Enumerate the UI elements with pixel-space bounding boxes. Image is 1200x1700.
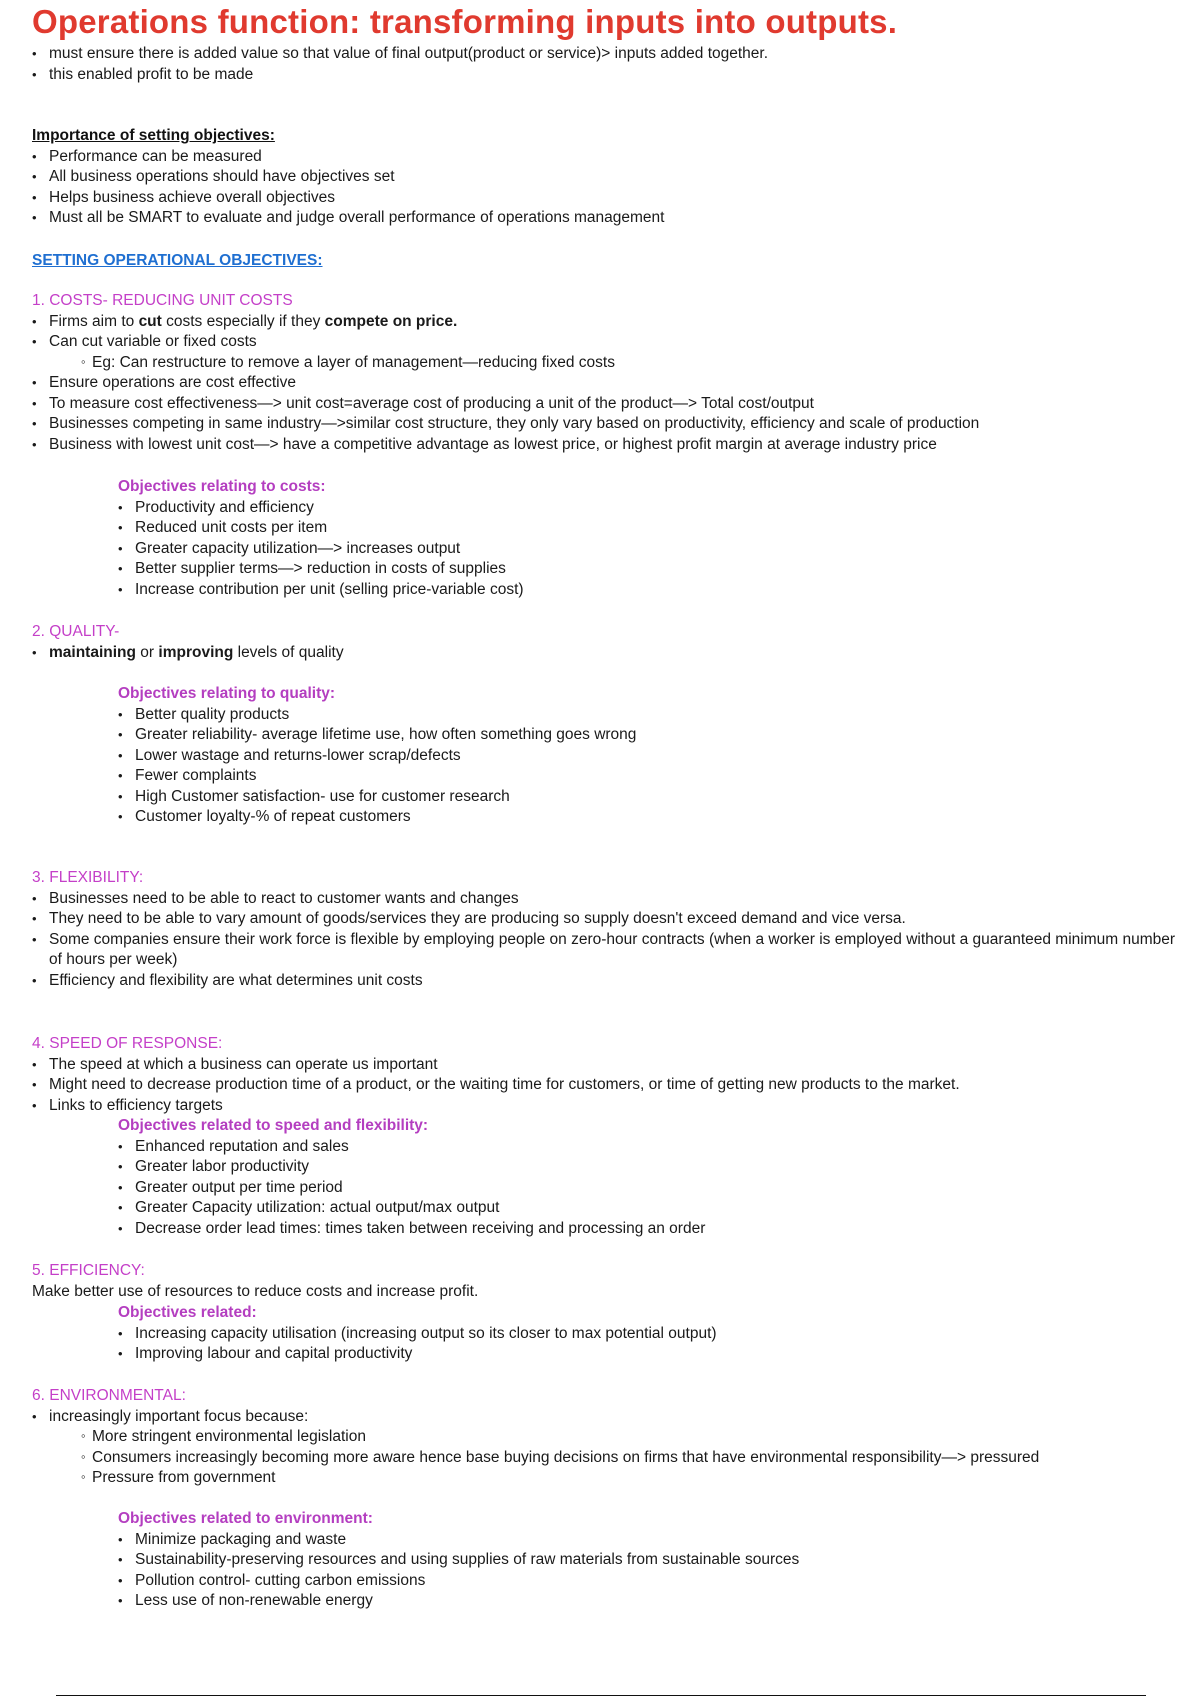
- efficiency-objectives: [32, 1303, 1176, 1365]
- list-item: • Greater capacity utilization—> increases output: [118, 539, 1176, 560]
- list-item: • Sustainability-preserving resources and using supplies of raw materials from sustainable sources: [118, 1550, 1176, 1571]
- list-item: • Greater labor productivity: [118, 1157, 1176, 1178]
- footer-divider: [56, 1695, 1146, 1696]
- list-item: • High Customer satisfaction- use for customer research: [118, 787, 1176, 808]
- list-item: • Businesses competing in same industry—>similar cost structure, they only vary based on productivity, efficiency and scale of production: [32, 414, 1176, 435]
- costs-objectives: [32, 477, 1176, 600]
- list-item: • Enhanced reputation and sales: [118, 1137, 1176, 1158]
- list-item: • Helps business achieve overall objectives: [32, 188, 1176, 209]
- efficiency-objectives-heading: Objectives related:: [118, 1304, 257, 1321]
- list-item: • increasingly important focus because:: [32, 1407, 1176, 1428]
- quality-objectives: [32, 684, 1176, 828]
- list-item: • Must all be SMART to evaluate and judge overall performance of operations management: [32, 208, 1176, 229]
- list-item: • To measure cost effectiveness—> unit cost=average cost of producing a unit of the product—> Total cost/output: [32, 394, 1176, 415]
- list-item: • Businesses need to be able to react to customer wants and changes: [32, 889, 1176, 910]
- quality-heading: 2. QUALITY-: [32, 623, 120, 640]
- page-title: Operations function: transforming inputs into outputs.: [32, 3, 898, 40]
- setting-heading: SETTING OPERATIONAL OBJECTIVES:: [32, 252, 323, 269]
- list-item: • Greater Capacity utilization: actual output/max output: [118, 1198, 1176, 1219]
- list-item: • Some companies ensure their work force is flexible by employing people on zero-hour contracts (when a worker is employed without a guaranteed minimum number of hours per week): [32, 930, 1176, 971]
- costs-objectives-heading: Objectives relating to costs:: [118, 478, 326, 495]
- environmental-objectives: [32, 1509, 1176, 1612]
- list-item: • Pollution control- cutting carbon emissions: [118, 1571, 1176, 1592]
- list-item: • Lower wastage and returns-lower scrap/defects: [118, 746, 1176, 767]
- intro-list: [32, 44, 1176, 85]
- list-item: • Greater output per time period: [118, 1178, 1176, 1199]
- list-item: • Firms aim to cut costs especially if they compete on price.: [32, 312, 1176, 333]
- list-item: • this enabled profit to be made: [32, 65, 1176, 86]
- list-item: • The speed at which a business can operate us important: [32, 1055, 1176, 1076]
- speed-section: [32, 1034, 1176, 1116]
- list-item: • Can cut variable or fixed costs: [32, 332, 1176, 353]
- list-item: • Business with lowest unit cost—> have a competitive advantage as lowest price, or highest profit margin at average industry price: [32, 435, 1176, 456]
- importance-section: [32, 126, 1176, 229]
- speed-objectives: [32, 1116, 1176, 1239]
- costs-section: [32, 291, 1176, 455]
- flexibility-heading: 3. FLEXIBILITY:: [32, 869, 144, 886]
- list-item: • Links to efficiency targets: [32, 1096, 1176, 1117]
- quality-objectives-heading: Objectives relating to quality:: [118, 685, 336, 702]
- sub-list-item: ◦ More stringent environmental legislation: [32, 1427, 1176, 1448]
- speed-heading: 4. SPEED OF RESPONSE:: [32, 1035, 223, 1052]
- efficiency-text: Make better use of resources to reduce costs and increase profit.: [32, 1282, 479, 1300]
- list-item: • Might need to decrease production time of a product, or the waiting time for customers, or time of getting new products to the market.: [32, 1075, 1176, 1096]
- environmental-section: [32, 1386, 1176, 1489]
- list-item: • maintaining or improving levels of quality: [32, 643, 1176, 664]
- list-item: • Performance can be measured: [32, 147, 1176, 168]
- list-item: • Increasing capacity utilisation (increasing output so its closer to max potential output): [118, 1324, 1176, 1345]
- list-item: • must ensure there is added value so that value of final output(product or service)> inputs added together.: [32, 44, 1176, 65]
- list-item: • Reduced unit costs per item: [118, 518, 1176, 539]
- list-item: • Fewer complaints: [118, 766, 1176, 787]
- list-item: • Greater reliability- average lifetime use, how often something goes wrong: [118, 725, 1176, 746]
- quality-section: [32, 622, 1176, 663]
- importance-heading: Importance of setting objectives:: [32, 127, 275, 144]
- list-item: • Minimize packaging and waste: [118, 1530, 1176, 1551]
- list-item: • All business operations should have objectives set: [32, 167, 1176, 188]
- list-item: • Decrease order lead times: times taken between receiving and processing an order: [118, 1219, 1176, 1240]
- list-item: • Ensure operations are cost effective: [32, 373, 1176, 394]
- list-item: • Better quality products: [118, 705, 1176, 726]
- list-item: • They need to be able to vary amount of goods/services they are producing so supply doesn't exceed demand and vice versa.: [32, 909, 1176, 930]
- list-item: • Efficiency and flexibility are what determines unit costs: [32, 971, 1176, 992]
- list-item: • Improving labour and capital productivity: [118, 1344, 1176, 1365]
- environmental-objectives-heading: Objectives related to environment:: [118, 1510, 373, 1527]
- list-item: • Better supplier terms—> reduction in costs of supplies: [118, 559, 1176, 580]
- speed-objectives-heading: Objectives related to speed and flexibility:: [118, 1117, 429, 1134]
- list-item: • Increase contribution per unit (selling price-variable cost): [118, 580, 1176, 601]
- list-item: • Customer loyalty-% of repeat customers: [118, 807, 1176, 828]
- efficiency-section: [32, 1261, 1176, 1302]
- list-item: • Productivity and efficiency: [118, 498, 1176, 519]
- costs-heading: 1. COSTS- REDUCING UNIT COSTS: [32, 292, 293, 309]
- flexibility-section: [32, 868, 1176, 991]
- sub-list-item: ◦ Consumers increasingly becoming more aware hence base buying decisions on firms that have environmental responsibility—> pressured: [32, 1448, 1176, 1469]
- environmental-heading: 6. ENVIRONMENTAL:: [32, 1387, 186, 1404]
- efficiency-heading: 5. EFFICIENCY:: [32, 1262, 145, 1279]
- sub-list-item: ◦ Pressure from government: [32, 1468, 1176, 1489]
- list-item: • Less use of non-renewable energy: [118, 1591, 1176, 1612]
- sub-list-item: ◦ Eg: Can restructure to remove a layer of management—reducing fixed costs: [32, 353, 1176, 374]
